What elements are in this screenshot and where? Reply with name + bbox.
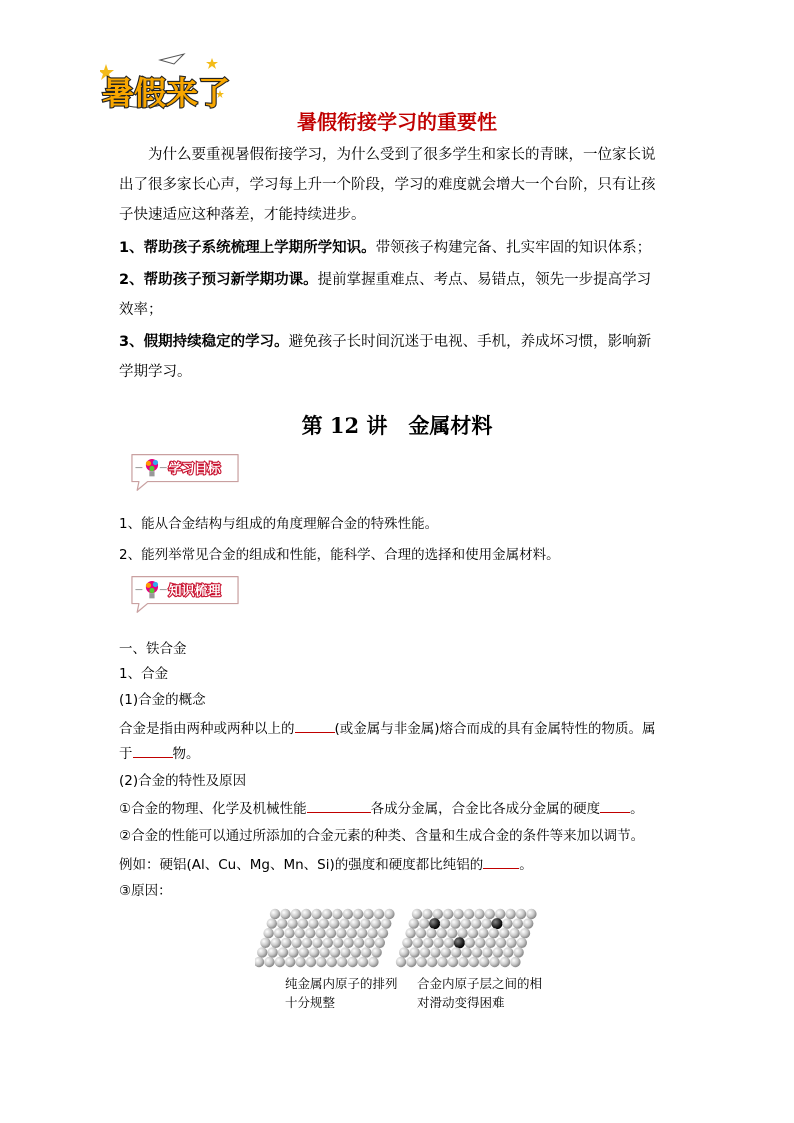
metal-atom [482,947,492,957]
lecture-title: 第 12 讲 金属材料 [301,413,493,438]
metal-atom [405,928,415,938]
metal-atom [326,928,336,938]
definition-line-2: 于 物。 [119,743,689,764]
metal-atom [469,957,479,967]
metal-atom [441,947,451,957]
subsection-heading: 1、合金 [119,666,169,682]
intro-line-2: 出了很多家长心声，学习每上升一个阶段，学习的难度就会增大一个台阶，只有让孩 [119,177,656,193]
knowledge-badge [120,574,250,614]
metal-atom [302,938,312,948]
metal-atom [427,957,437,967]
benefit-item-2-cont: 效率； [119,302,163,318]
metal-atom [496,938,506,948]
answer-blank [133,743,173,758]
metal-atom [433,938,443,948]
lattice-diagram [255,908,555,972]
metal-atom [464,909,474,919]
metal-atom [443,909,453,919]
metal-atom [381,918,391,928]
svg-text:暑假来了: 暑假来了 [102,74,230,112]
metal-atom [347,928,357,938]
metal-atom [280,909,290,919]
atom-arrangement-figure [255,908,555,1018]
metal-atom [479,957,489,967]
metal-atom [513,918,523,928]
metal-atom [413,938,423,948]
metal-atom [360,918,370,928]
metal-atom [426,928,436,938]
metal-atom [471,918,481,928]
answer-blank [295,718,335,733]
metal-atom [472,947,482,957]
metal-atom [327,957,337,967]
metal-atom [343,909,353,919]
metal-atom [299,947,309,957]
metal-atom [422,909,432,919]
benefit-item-1: 1、帮助孩子系统梳理上学期所学知识。带领孩子构建完备、扎实牢固的知识体系； [119,240,652,256]
metal-atom [363,909,373,919]
metal-atom [457,928,467,938]
metal-atom [291,938,301,948]
metal-atom [433,909,443,919]
metal-atom [461,947,471,957]
metal-atom [264,957,274,967]
metal-atom [358,957,368,967]
metal-atom [444,938,454,948]
metal-atom [347,957,357,967]
metal-atom [516,909,526,919]
metal-atom [285,957,295,967]
metal-atom [478,928,488,938]
metal-atom [465,938,475,948]
metal-atom [361,947,371,957]
metal-atom [450,918,460,928]
metal-atom [278,947,288,957]
metal-atom [453,909,463,919]
metal-atom [412,909,422,919]
metal-atom [375,938,385,948]
metal-atom [513,947,523,957]
metal-atom [351,947,361,957]
metal-atom [437,957,447,967]
metal-atom [295,928,305,938]
metal-atom [368,957,378,967]
caption-pure-metal: 纯金属内原子的排列 十分规整 [285,976,398,1010]
metal-atom [495,909,505,919]
metal-atom [333,938,343,948]
metal-atom [323,938,333,948]
metal-atom [340,947,350,957]
section-heading: 一、铁合金 [119,641,187,657]
metal-atom [406,957,416,967]
metal-atom [339,918,349,928]
metal-atom [440,918,450,928]
metal-atom [399,947,409,957]
metal-atom [267,918,277,928]
metal-atom [311,909,321,919]
metal-atom [343,938,353,948]
metal-atom [305,928,315,938]
property-line-1: ①合金的物理、化学及机械性能 各成分金属，合金比各成分金属的硬度 。 [119,798,689,819]
metal-atom [485,909,495,919]
metal-atom [277,918,287,928]
property-line-2: ②合金的性能可以通过所添加的合金元素的种类、含量和生成合金的条件等来加以调节。 [119,828,645,844]
metal-atom [354,938,364,948]
metal-atom [312,938,322,948]
metal-atom [430,947,440,957]
metal-atom [332,909,342,919]
metal-atom [330,947,340,957]
metal-atom [396,957,406,967]
benefit-item-3-cont: 学期学习。 [119,364,192,380]
benefit-item-3: 3、假期持续稳定的学习。避免孩子长时间沉迷于电视、手机，养成坏习惯，影响新 [119,334,652,350]
metal-atom [451,947,461,957]
metal-atom [417,957,427,967]
metal-atom [295,957,305,967]
intro-line-1: 为什么要重视暑假衔接学习，为什么受到了很多学生和家长的青睐，一位家长说 [148,147,656,163]
metal-atom [301,909,311,919]
reason-line: ③原因： [119,883,172,899]
metal-atom [461,918,471,928]
goal-1: 1、能从合金结构与组成的角度理解合金的特殊性能。 [119,516,439,532]
metal-atom [419,918,429,928]
metal-atom [308,918,318,928]
metal-atom [458,957,468,967]
metal-atom [353,909,363,919]
metal-atom [257,947,267,957]
metal-atom [489,957,499,967]
metal-atom [357,928,367,938]
metal-atom [270,909,280,919]
metal-atom [378,928,388,938]
metal-atom [316,957,326,967]
metal-atom [275,957,285,967]
metal-atom [281,938,291,948]
metal-atom [271,938,281,948]
metal-atom [409,918,419,928]
metal-atom [509,928,519,938]
intro-paragraph [119,140,679,230]
metal-atom [287,918,297,928]
page-title: 暑假衔接学习的重要性 [297,110,497,134]
example-line: 例如：硬铝(Al、Cu、Mg、Mn、Si)的强度和硬度都比纯铝的 。 [119,854,689,875]
metal-atom [485,938,495,948]
metal-atom [409,947,419,957]
intro-line-3: 子快速适应这种落差，才能持续进步。 [119,207,366,223]
metal-atom [319,918,329,928]
metal-atom [493,947,503,957]
metal-atom [315,928,325,938]
goals-badge [120,452,250,492]
metal-atom [523,918,533,928]
metal-atom [475,938,485,948]
metal-atom [517,938,527,948]
metal-atom [322,909,332,919]
metal-atom [510,957,520,967]
metal-atom [284,928,294,938]
metal-atom [350,918,360,928]
metal-atom [255,957,264,967]
goal-2: 2、能列举常见合金的组成和性能，能科学、合理的选择和使用金属材料。 [119,547,560,563]
metal-atom [448,957,458,967]
answer-blank [600,798,630,813]
metal-atom [520,928,530,938]
metal-atom [506,938,516,948]
metal-atom [337,957,347,967]
metal-atom [274,928,284,938]
benefit-list [119,233,679,387]
metal-atom [364,938,374,948]
svg-text:学习目标: 学习目标 [168,461,221,477]
metal-atom [260,938,270,948]
metal-atom [526,909,536,919]
item-heading-1: (1)合金的概念 [119,692,206,708]
solute-atom [429,918,440,929]
item-heading-2: (2)合金的特性及原因 [119,773,247,789]
metal-atom [500,957,510,967]
solute-atom [454,937,465,948]
answer-blank [307,798,371,813]
definition-line-1: 合金是指由两种或两种以上的 (或金属与非金属)熔合而成的具有金属特性的物质。属 [119,718,689,739]
metal-atom [371,947,381,957]
metal-atom [474,909,484,919]
metal-atom [437,928,447,938]
metal-atom [468,928,478,938]
alloy-lattice [396,909,537,967]
metal-atom [503,947,513,957]
metal-atom [298,918,308,928]
metal-atom [291,909,301,919]
metal-atom [447,928,457,938]
metal-atom [329,918,339,928]
metal-atom [306,957,316,967]
metal-atom [319,947,329,957]
metal-atom [384,909,394,919]
metal-atom [263,928,273,938]
metal-atom [288,947,298,957]
metal-atom [267,947,277,957]
metal-atom [309,947,319,957]
metal-atom [505,909,515,919]
metal-atom [499,928,509,938]
metal-atom [502,918,512,928]
metal-atom [402,938,412,948]
metal-atom [420,947,430,957]
metal-atom [481,918,491,928]
pure-metal-lattice [255,909,395,967]
metal-atom [423,938,433,948]
benefit-item-2: 2、帮助孩子预习新学期功课。提前掌握重难点、考点、易错点，领先一步提高学习 [119,272,652,288]
metal-atom [367,928,377,938]
metal-atom [374,909,384,919]
metal-atom [416,928,426,938]
caption-alloy: 合金内原子层之间的相 对滑动变得困难 [417,976,543,1010]
svg-text:知识梳理: 知识梳理 [168,583,221,599]
metal-atom [371,918,381,928]
answer-blank [483,854,519,869]
metal-atom [336,928,346,938]
solute-atom [492,918,503,929]
metal-atom [489,928,499,938]
